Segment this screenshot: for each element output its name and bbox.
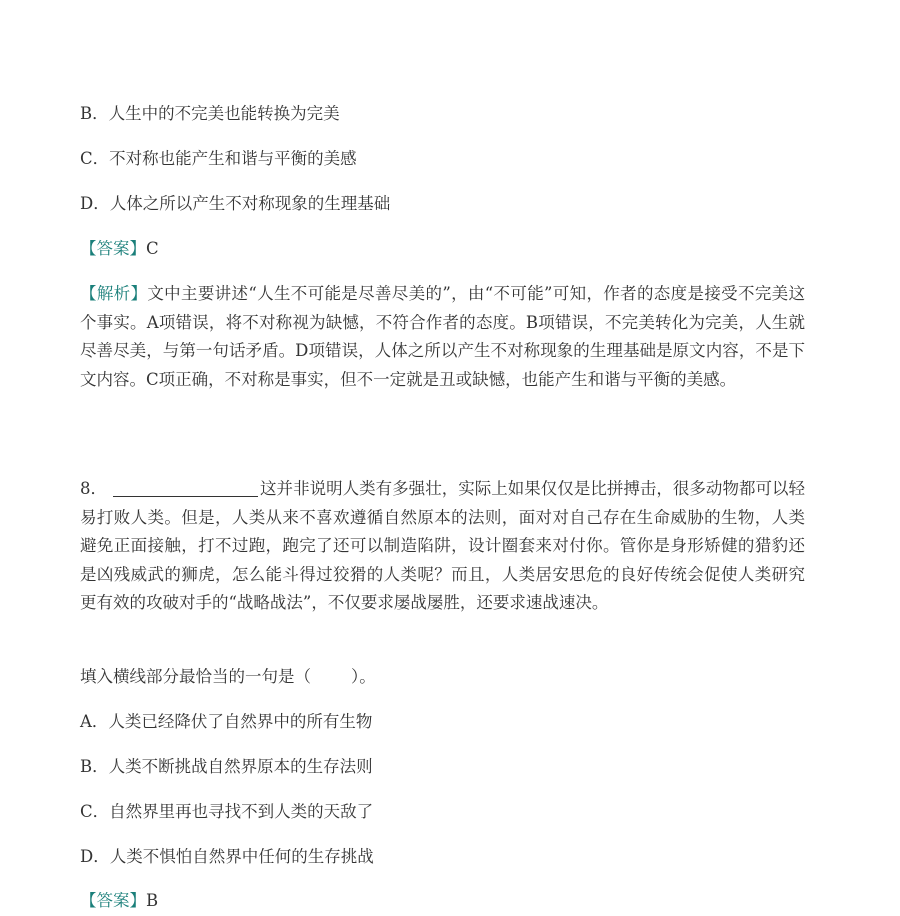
q8-option-d: D．人类不惧怕自然界中任何的生存挑战 bbox=[80, 847, 374, 866]
q8-question-after: ）。 bbox=[351, 667, 376, 686]
q7-option-d: D．人体之所以产生不对称现象的生理基础 bbox=[80, 194, 391, 213]
q7-option-c: C．不对称也能产生和谐与平衡的美感 bbox=[80, 149, 357, 168]
q8-question bbox=[80, 663, 805, 692]
q8-question-before: 填入横线部分最恰当的一句是（ bbox=[80, 667, 311, 686]
q8-answer-value: B bbox=[146, 891, 159, 910]
q7-analysis-tag: 【解析】 bbox=[80, 284, 148, 303]
q8-passage bbox=[80, 475, 805, 618]
q8-passage-text: 这并非说明人类有多强壮，实际上如果仅仅是比拼搏击，很多动物都可以轻易打败人类。但是，人类从来不喜欢遵循自然原本的法则，面对对自己存在生命威胁的生物，人类避免正面接触，打不过跑，跑完了还可以制造陷阱，设计圈套来对付你。管你是身形矫健的猎豹还是凶残威武的狮虎，怎么能斗得过狡猾的人类呢？而且，人类居安思危的良好传统会促使人类研究更有效的攻破对手的“战略战法”，不仅要求屡战屡胜，还要求速战速决。 bbox=[80, 479, 806, 613]
q8-option-a: A．人类已经降伏了自然界中的所有生物 bbox=[80, 712, 373, 731]
q7-answer-value: C bbox=[146, 239, 159, 258]
q7-analysis-text: 文中主要讲述“人生不可能是尽善尽美的”，由“不可能”可知，作者的态度是接受不完美这个事实。A项错误，将不对称视为缺憾，不符合作者的态度。B项错误，不完美转化为完美，人生就尽善尽美，与第一句话矛盾。D项错误，人体之所以产生不对称现象的生理基础是原文内容，不是下文内容。C项正确，不对称是事实，但不一定就是丑或缺憾，也能产生和谐与平衡的美感。 bbox=[80, 284, 805, 389]
q8-number: 8． bbox=[80, 479, 108, 498]
q8-fill-blank bbox=[113, 480, 258, 497]
q8-answer bbox=[80, 887, 805, 916]
q8-option-b: B．人类不断挑战自然界原本的生存法则 bbox=[80, 757, 373, 776]
q8-answer-tag: 【答案】 bbox=[80, 891, 146, 910]
q7-analysis bbox=[80, 280, 805, 394]
q7-option-b: B．人生中的不完美也能转换为完美 bbox=[80, 104, 340, 123]
q8-option-c: C．自然界里再也寻找不到人类的天敌了 bbox=[80, 802, 374, 821]
q7-answer-tag: 【答案】 bbox=[80, 239, 146, 258]
q7-answer bbox=[80, 235, 805, 264]
